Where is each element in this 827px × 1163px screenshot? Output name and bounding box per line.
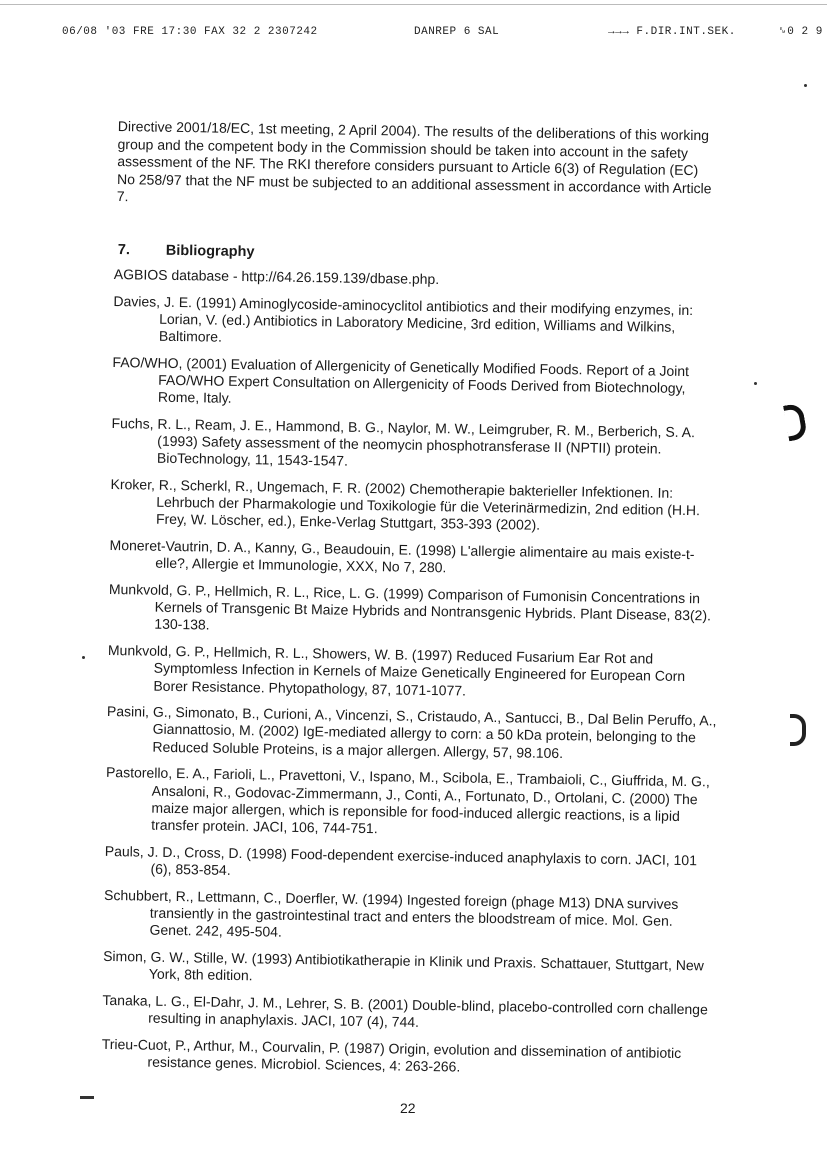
section-heading [118,242,718,267]
reference-item: Fuchs, R. L., Ream, J. E., Hammond, B. G., Naylor, M. W., Leimgruber, R. M., Berberich, S. A. (1993) Safety assessment of the neomycin phosphotransferase II (NPTII) protein. BioTechnology, 11, 1543-1547. [111,414,696,470]
punch-hole-mark [790,714,806,746]
page-number: 22 [400,1100,416,1116]
scan-speck [82,656,85,659]
reference-item: FAO/WHO, (2001) Evaluation of Allergenicity of Genetically Modified Foods. Report of a Joint FAO/WHO Expert Consultation on Allergenicity of Foods Derived from Biotechnology, Rome, Italy. [112,353,690,407]
fax-header-recipient: →→→ F.DIR.INT.SEK. [608,26,736,38]
fax-header-sender: 06/08 '03 FRE 17:30 FAX 32 2 2307242 [62,26,318,38]
scan-speck [80,1096,94,1099]
reference-item: Schubbert, R., Lettmann, C., Doerfler, W. (1994) Ingested foreign (phage M13) DNA survives transiently in the gastrointestinal tract and enters the bloodstream of mice. Mol. Gen. Genet. 242, 495-504. [104,886,679,940]
bibliography-list [101,266,726,1089]
fax-header-station: DANREP 6 SAL [414,26,500,38]
reference-item: Munkvold, G. P., Hellmich, R. L., Showers, W. B. (1997) Reduced Fusarium Ear Rot and Symptomless Infection in Kernels of Maize Genetically Engineered for European Corn Borer Resistance. Phytopathology, 87, 1071-1077. [107,642,686,699]
reference-item: Tanaka, L. G., El-Dahr, J. M., Lehrer, S. B. (2001) Double-blind, placebo-controlled corn challenge resulting in anaphylaxis. JACI, 107 (4), 744. [102,991,708,1030]
section-title: Bibliography [165,242,255,261]
scan-speck [754,382,757,385]
fax-header [0,26,827,42]
reference-item: Pastorello, E. A., Farioli, L., Pravettoni, V., Ispano, M., Scibola, E., Trambaioli, C., Giuffrida, M. G., Ansaloni, R., Godovac-Zimmermann, J., Conti, A., Fortunato, D., Ortolani, C. (2000) The maize major allergen, which is reponsible for food-induced allergic reactions, is a lipid transfer protein. JACI, 106, 744-751. [105,764,710,837]
intro-paragraph: Directive 2001/18/EC, 1st meeting, 2 April 2004). The results of the deliberations of this working group and the competent body in the Commission should be taken into account in the safety assessment of the NF. The RKI therefore considers pursuant to Article 6(3) of Regulation (EC) No 258/97 that the NF must be subjected to an additional assessment in accordance with Article 7. [116,118,712,205]
reference-item: AGBIOS database - http://64.26.159.139/dbase.php. [113,266,440,288]
reference-item: Simon, G. W., Stille, W. (1993) Antibiotikatherapie in Klinik und Praxis. Schattauer, Stuttgart, New York, 8th edition. [103,947,704,984]
reference-item: Moneret-Vautrin, D. A., Kanny, G., Beaudouin, E. (1998) L'allergie alimentaire au mais existe-t-elle?, Allergie et Immunologie, XXX, No 7, 280. [109,537,695,576]
reference-item: Munkvold, G. P., Hellmich, R. L., Rice, L. G. (1999) Comparison of Fumonisin Concentrations in Kernels of Transgenic Bt Maize Hybrids and Nontransgenic Hybrids. Plant Disease, 83(2). 130-138. [108,581,712,633]
section-number: 7. [117,242,131,259]
punch-hole-mark [783,403,808,442]
reference-item: Pauls, J. D., Cross, D. (1998) Food-dependent exercise-induced anaphylaxis to corn. JACI, 101 (6), 853-854. [104,842,698,878]
scan-edge-line [0,4,827,5]
scan-speck [804,84,807,87]
reference-item: Davies, J. E. (1991) Aminoglycoside-aminocyclitol antibiotics and their modifying enzymes, in: Lorian, V. (ed.) Antibiotics in Laboratory Medicine, 3rd edition, Williams and Wilkins, Baltimore. [113,292,694,345]
reference-item: Kroker, R., Scherkl, R., Ungemach, F. R. (2002) Chemotherapie bakterieller Infektionen. In: Lehrbuch der Pharmakologie und Toxikologie für die Veterinärmedizin, 2nd edition (H.H. Frey, W. Löscher, ed.), Enke-Verlag Stuttgart, 353-393 (2002). [110,476,701,534]
reference-item: Trieu-Cuot, P., Arthur, M., Courvalin, P. (1987) Origin, evolution and dissemination of antibiotic resistance genes. Microbiol. Sciences, 4: 263-266. [101,1035,682,1075]
reference-item: Pasini, G., Simonato, B., Curioni, A., Vincenzi, S., Cristaudo, A., Santucci, B., Dal Belin Peruffo, A., Giannattosio, M. (2002) IgE-mediated allergy to corn: a 50 kDa protein, belonging to the Reduced Soluble Proteins, is a major allergen. Allergy, 57, 98.106. [106,703,717,761]
fax-header-page: ␙0 2 9 [778,26,823,38]
